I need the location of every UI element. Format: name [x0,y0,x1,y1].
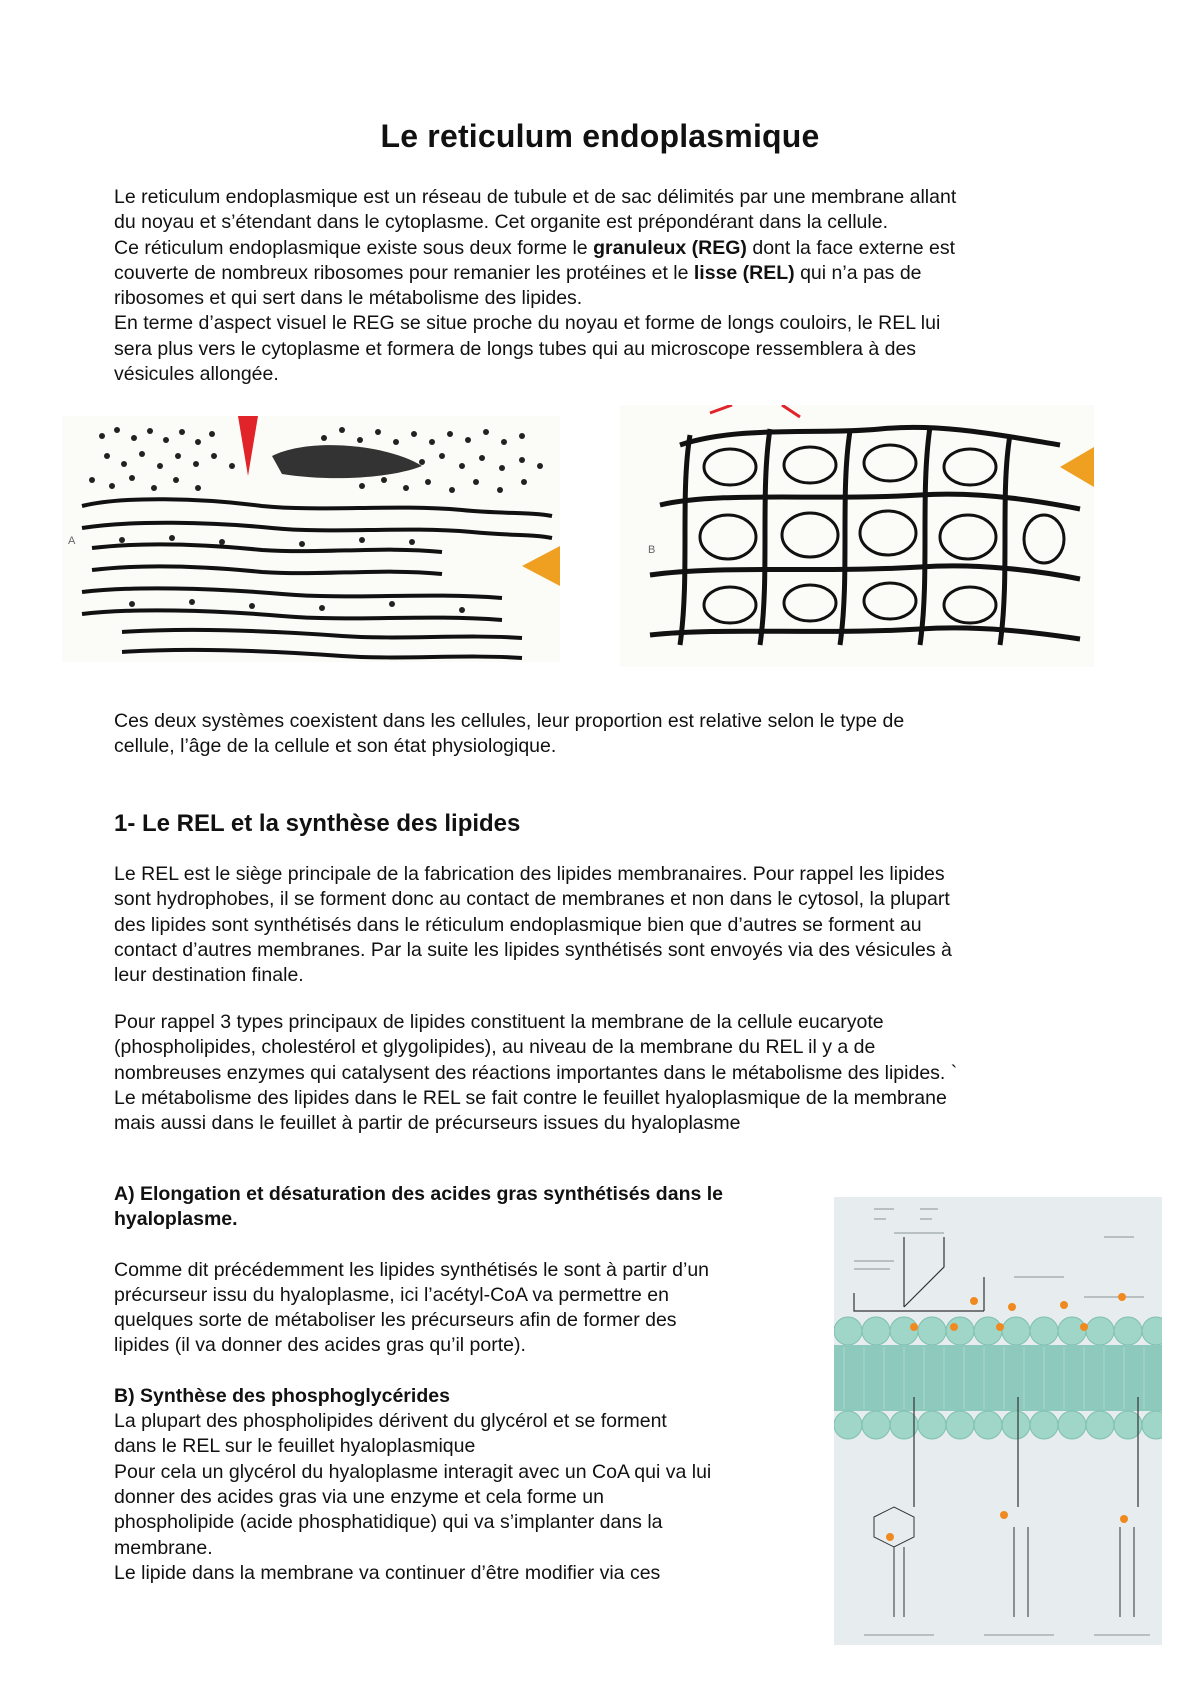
paragraph-line: précurseur issu du hyaloplasme, ici l’acétyl-CoA va permettre en [114,1283,669,1306]
paragraph-line: donner des acides gras via une enzyme et cela forme un [114,1485,604,1508]
paragraph-line: dans le REL sur le feuillet hyaloplasmique [114,1435,476,1458]
subsection-a-heading: A) Elongation et désaturation des acides gras synthétisés dans le [114,1183,724,1205]
figure-label-b: B [648,544,656,556]
intro-line: ribosomes et qui sert dans le métabolisme des lipides. [114,287,583,310]
coexist-paragraph [114,709,1099,760]
paragraph-line: mais aussi dans le feuillet à partir de précurseurs issues du hyaloplasme [114,1112,741,1135]
intro-line: En terme d’aspect visuel le REG se situe proche du noyau et forme de longs couloirs, le REL lui [114,312,941,335]
paragraph-line: Le REL est le siège principale de la fabrication des lipides membranaires. Pour rappel les lipides [114,863,945,885]
paragraph-line: contact d’autres membranes. Par la suite les lipides synthétisés sont envoyés via des vésicules à [114,938,952,961]
intro-line: vésicules allongée. [114,363,279,386]
paragraph-line: quelques sorte de métaboliser les précurseurs afin de former des [114,1309,677,1332]
intro-paragraph [114,185,1099,387]
paragraph-line: La plupart des phospholipides dérivent du glycérol et se forment [114,1410,667,1433]
paragraph-line: lipides (il va donner des acides gras qu’il porte). [114,1334,526,1357]
section1-paragraph-1 [114,862,1099,988]
subsection-a-heading: hyaloplasme. [114,1208,238,1231]
coexist-line: Ces deux systèmes coexistent dans les cellules, leur proportion est relative selon le type de [114,710,905,732]
intro-line: couverte de nombreux ribosomes pour remanier les protéines et le lisse (REL) qui n’a pas de [114,261,922,284]
subsection-b-heading: B) Synthèse des phosphoglycérides [114,1384,450,1407]
paragraph-line: nombreuses enzymes qui catalysent des réactions importantes dans le métabolisme des lipides. ` [114,1061,958,1084]
intro-line: sera plus vers le cytoplasme et formera de longs tubes qui au microscope ressemblera à des [114,337,917,360]
subsection-a [114,1182,814,1586]
paragraph-line: membrane. [114,1536,213,1559]
page-title: Le reticulum endoplasmique [380,118,820,154]
paragraph-line: Pour cela un glycérol du hyaloplasme interagit avec un CoA qui va lui [114,1460,712,1483]
phospholipid-synthesis-figure [834,1197,1162,1645]
figure-reg-drawing [62,416,560,662]
section-heading: 1- Le REL et la synthèse des lipides [114,810,521,837]
paragraph-line: Le métabolisme des lipides dans le REL se fait contre le feuillet hyaloplasmique de la membrane [114,1086,947,1109]
coexist-line: cellule, l’âge de la cellule et son état physiologique. [114,735,557,758]
intro-line: Ce réticulum endoplasmique existe sous deux forme le granuleux (REG) dont la face externe est [114,236,956,259]
intro-line: du noyau et s’étendant dans le cytoplasme. Cet organite est prépondérant dans la cellule. [114,211,889,234]
paragraph-line: leur destination finale. [114,964,304,987]
paragraph-line: Le lipide dans la membrane va continuer d’être modifier via ces [114,1561,661,1584]
paragraph-line: Pour rappel 3 types principaux de lipides constituent la membrane de la cellule eucaryote [114,1011,884,1033]
section1-paragraph-2 [114,1010,1099,1136]
paragraph-line: Comme dit précédemment les lipides synthétisés le sont à partir d’un [114,1258,710,1281]
figure-label-a: A [68,535,76,547]
paragraph-line: des lipides sont synthétisés dans le réticulum endoplasmique bien que d’autres se forment au [114,913,922,936]
intro-line: Le reticulum endoplasmique est un réseau de tubule et de sac délimités par une membrane allant [114,186,957,208]
term-lisse: lisse (REL) [693,261,795,284]
term-granuleux: granuleux (REG) [593,236,747,259]
paragraph-line: phospholipide (acide phosphatidique) qui va s’implanter dans la [114,1511,663,1534]
paragraph-line: sont hydrophobes, il se forment donc au contact de membranes et non dans le cytosol, la plupart [114,888,950,911]
figure-rel-drawing [620,405,1094,667]
paragraph-line: (phospholipides, cholestérol et glygolipides), au niveau de la membrane du REL il y a de [114,1036,876,1059]
